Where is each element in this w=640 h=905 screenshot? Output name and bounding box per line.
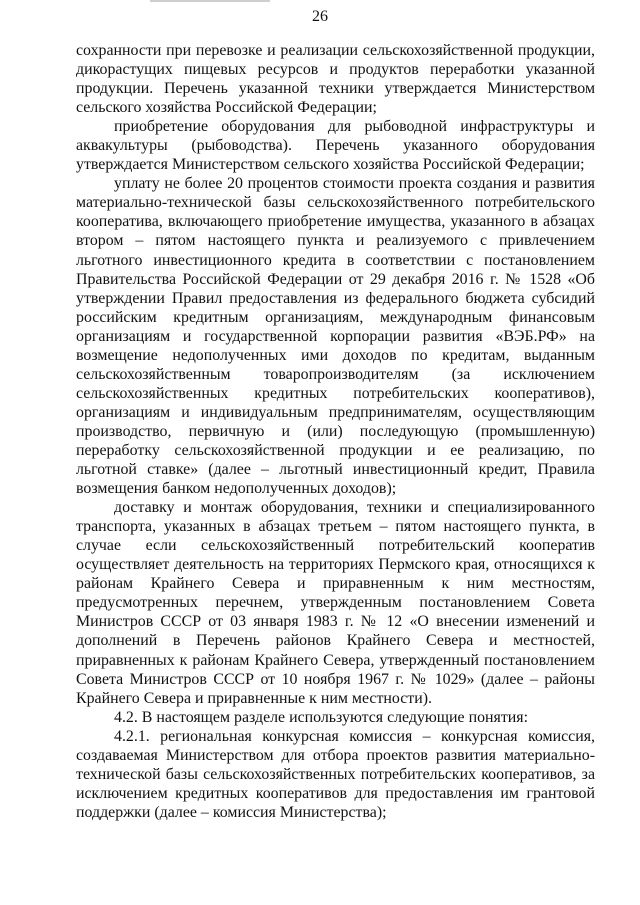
scan-edge-mark	[150, 0, 270, 2]
page-number: 26	[312, 8, 328, 25]
paragraph-project-cost-payment: уплату не более 20 процентов стоимости проекта создания и развития материально-технической базы сельскохозяйственного потребительского кооператива, включающего приобретение имущества, указанного в абзацах втором – пятом настоящего пункта и реализуемого с привлечением льготного инвестиционного кредита в соответствии с постановлением Правительства Российской Федерации от 29 декабря 2016 г. № 1528 «Об утверждении Правил предоставления из федерального бюджета субсидий российским кредитным организациям, международным финансовым организациям и государственной корпорации развития «ВЭБ.РФ» на возмещение недополученных ими доходов по кредитам, выданным сельскохозяйственным товаропроизводителям (за исключением сельскохозяйственных кредитных потребительских кооперативов), организациям и индивидуальным предпринимателям, осуществляющим производство, первичную и (или) последующую (промышленную) переработку сельскохозяйственной продукции и ее реализацию, по льготной ставке» (далее – льготный инвестиционный кредит, Правила возмещения банком недополученных доходов);	[76, 175, 595, 498]
document-body	[76, 41, 595, 822]
paragraph-continuation-equipment: сохранности при перевозке и реализации сельскохозяйственной продукции, дикорастущих пищевых ресурсов и продуктов переработки указанной продукции. Перечень указанной техники утверждается Министерством сельского хозяйства Российской Федерации;	[76, 42, 595, 117]
paragraph-fish-farming-equipment: приобретение оборудования для рыбоводной инфраструктуры и аквакультуры (рыбоводства). Перечень указанного оборудования утверждается Министерством сельского хозяйства Российской Федерации;	[76, 118, 595, 174]
paragraph-section-4-2: 4.2. В настоящем разделе используются следующие понятия:	[114, 708, 529, 726]
paragraph-section-4-2-1: 4.2.1. региональная конкурсная комиссия – конкурсная комиссия, создаваемая Министерством для отбора проектов развития материально-технической базы сельскохозяйственных потребительских кооперативов, за исключением кредитных кооперативов для предоставления им грантовой поддержки (далее – комиссия Министерства);	[76, 727, 595, 821]
paragraph-delivery-installation: доставку и монтаж оборудования, техники и специализированного транспорта, указанных в абзацах третьем – пятом настоящего пункта, в случае если сельскохозяйственный потребительский кооператив осуществляет деятельность на территориях Пермского края, относящихся к районам Крайнего Севера и приравненным к ним местностям, предусмотренных перечнем, утвержденным постановлением Совета Министров СССР от 03 января 1983 г. № 12 «О внесении изменений и дополнений в Перечень районов Крайнего Севера и местностей, приравненных к районам Крайнего Севера, утвержденный постановлением Совета Министров СССР от 10 ноября 1967 г. № 1029» (далее – районы Крайнего Севера и приравненные к ним местности).	[76, 499, 595, 707]
